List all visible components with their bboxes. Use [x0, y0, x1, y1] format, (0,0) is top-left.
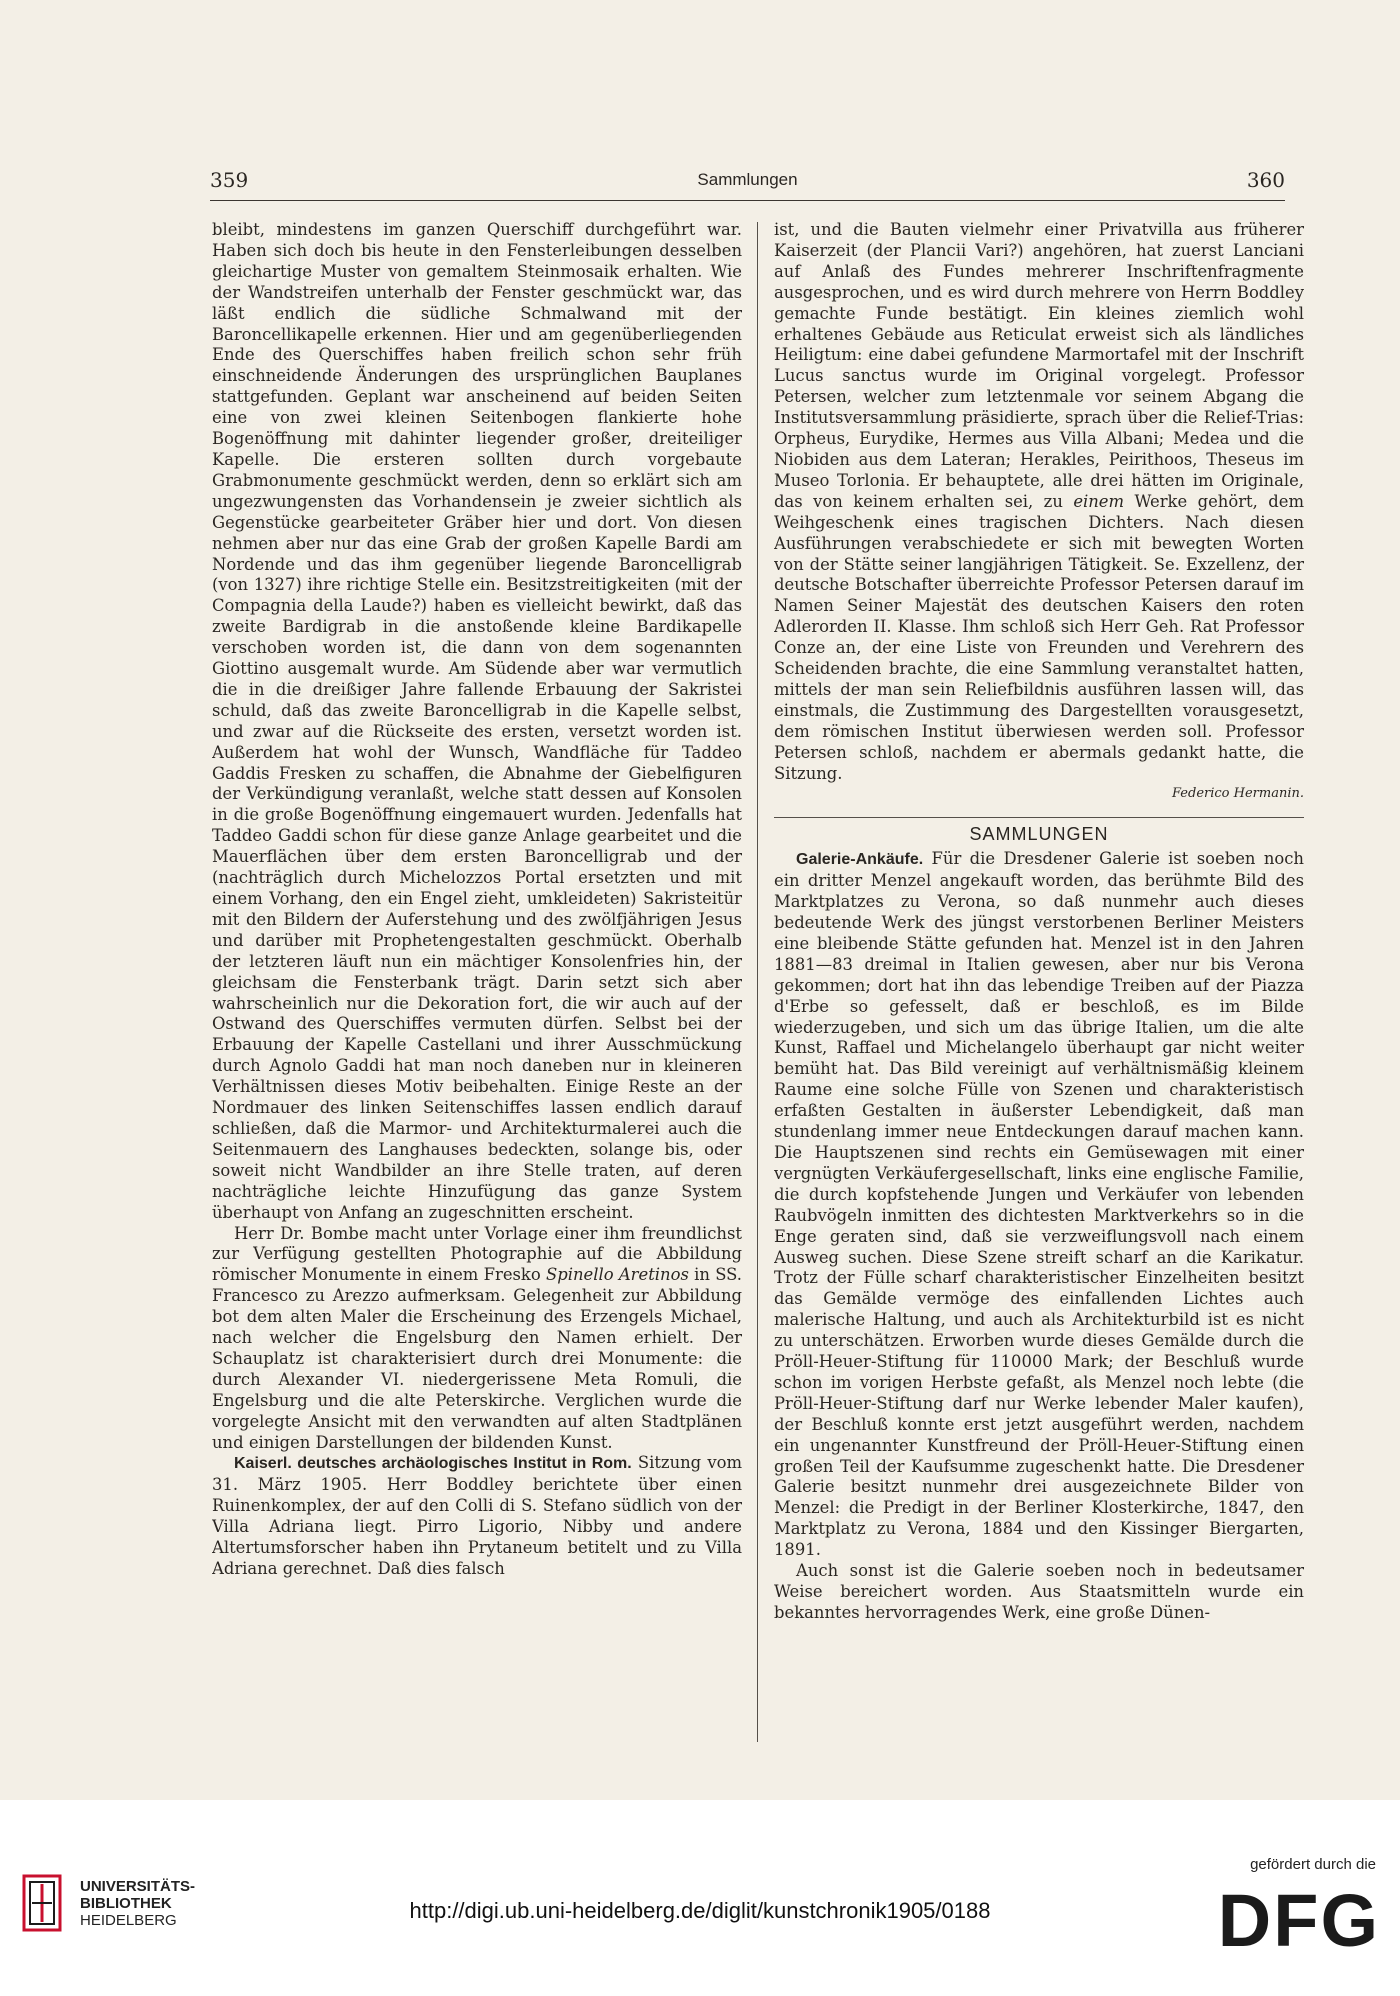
paragraph	[774, 220, 1304, 784]
section-title: SAMMLUNGEN	[774, 817, 1304, 845]
italic-run: Spinello Aretinos	[546, 1265, 689, 1285]
text-run: in SS. Francesco zu Arezzo aufmerksam. Gelegenheit zur Abbildung bot dem alten Maler die Erscheinung des Erzengels Michael, nach welcher die Engelsburg den Namen erhielt. Der Schauplatz ist charakterisiert durch drei Monumente: die durch Alexander VI. niedergerissene Meta Romuli, die Engelsburg und die alte Peterskirche. Verglichen wurde die vorgelegte Ansicht mit den verwandten auf alten Stadtplänen und einigen Darstellungen der bildenden Kunst.	[212, 1265, 742, 1452]
paragraph	[774, 849, 1304, 1561]
section-heading: Kaiserl. deutsches archäologisches Institut in Rom.	[234, 1455, 632, 1473]
funding-caption: gefördert durch die	[1250, 1856, 1376, 1873]
paragraph: Auch sonst ist die Galerie soeben noch in bedeutsamer Weise bereichert worden. Aus Staatsmitteln wurde ein bekanntes hervorragendes Werk, eine große Dünen-	[774, 1561, 1304, 1622]
paragraph	[212, 1224, 742, 1454]
signature: Federico Hermanin.	[1172, 786, 1304, 802]
page-header	[210, 160, 1285, 201]
running-title: Sammlungen	[697, 170, 798, 189]
right-column	[774, 220, 1304, 1775]
source-url-link[interactable]: http://digi.ub.uni-heidelberg.de/diglit/kunstchronik1905/0188	[409, 1898, 991, 1923]
text-run: Für die Dresdener Galerie ist soeben noch ein dritter Menzel angekauft worden, das berühmte Bild des Marktplatzes zu Verona, so daß nunmehr auch dieses bedeutende Werk des jüngst verstorbenen Berliner Meisters eine bleibende Stätte gefunden hat. Menzel ist in den Jahren 1881—83 dreimal in Italien gewesen, aber nur bis Verona gekommen; dort hat ihn das lebendige Treiben auf der Piazza d'Erbe so gefesselt, daß er beschloß, es im Bilde wiederzugeben, und sich um das übrige Italien, um die alte Kunst, Raffael und Michelangelo überhaupt gar nicht weiter bemüht hat. Das Bild vereinigt auf verhältnismäßig kleinem Raume eine solche Fülle von Szenen und charakteristisch erfaßten Gestalten in äußerster Lebendigkeit, daß man stundenlang immer neue Entdeckungen darauf machen kann. Die Hauptszenen sind rechts ein Gemüsewagen mit einer vergnügten Verkäufergesellschaft, links eine englische Familie, die durch kopfstehende Jungen und Verkäufer von lebenden Raubvögeln inmitten des dichtesten Marktverkehrs so in die Enge geraten sind, daß sie verzweiflungsvoll nach einem Ausweg suchen. Diese Szene streift scharf an die Karikatur. Trotz der Fülle scharf charakteristischer Einzelheiten besitzt das Gemälde vermöge des einfallenden Lichtes auch malerische Haltung, und auch als Architekturbild ist es nicht zu unterschätzen. Erworben wurde dieses Gemälde durch die Pröll-Heuer-Stiftung für 110000 Mark; der Beschluß wurde schon im vorigen Herbste gefaßt, als Menzel noch lebte (die Pröll-Heuer-Stiftung darf nur Werke lebender Maler kaufen), der Beschluß konnte erst jetzt ausgeführt werden, nachdem ein ungenannter Kunstfreund der Pröll-Heuer-Stiftung einen großen Teil der Kaufsumme zugeschenkt hatte. Die Dresdener Galerie besitzt nunmehr drei ausgezeichnete Bilder von Menzel: die Predigt in der Berliner Klosterkirche, 1847, den Marktplatz zu Verona, 1884 und den Kissinger Biergarten, 1891.	[774, 849, 1304, 1560]
left-column	[212, 220, 742, 1775]
text-run: Werke gehört, dem Weihgeschenk eines tragischen Dichters. Nach diesen Ausführungen verabschiedete er sich mit bewegten Worten von der Stätte seiner langjährigen Tätigkeit. Se. Exzellenz, der deutsche Botschafter überreichte Professor Petersen darauf im Namen Seiner Majestät des deutschen Kaisers den roten Adlerorden II. Klasse. Ihm schloß sich Herr Geh. Rat Professor Conze an, der eine Liste von Freunden und Verehrern des Scheidenden brachte, die eine Sammlung veranstaltet hatten, mittels der man sein Reliefbildnis ausführen lassen will, das einstmals, die Zustimmung des Dargestellten vorausgesetzt, dem römischen Institut überwiesen werden soll. Professor Petersen schloß, nachdem er abermals gedankt hatte, die Sitzung.	[774, 491, 1304, 783]
dfg-logo: DFG	[1217, 1879, 1380, 1962]
library-name-line: UNIVERSITÄTS-	[80, 1878, 196, 1895]
text-run: Sitzung vom 31. März 1905. Herr Boddley berichtete über einen Ruinenkomplex, der auf den Colli di S. Stefano südlich von der Villa Adriana liegt. Pirro Ligorio, Nibby und andere Altertumsforscher haben ihn Prytaneum betitelt und zu Villa Adriana gerechnet. Daß dies falsch	[212, 1453, 742, 1578]
page-number-right: 360	[1246, 168, 1285, 192]
library-name-line: BIBLIOTHEK	[80, 1895, 172, 1912]
paragraph	[212, 1453, 742, 1579]
footer-bar	[0, 1800, 1400, 1996]
italic-run: einem	[1073, 491, 1125, 511]
text-run: Herr Dr. Bombe macht unter Vorlage einer ihm freundlichst zur Verfügung gestellten Photographie auf die Abbildung römischer Monumente in einem Fresko	[212, 1223, 742, 1285]
section-heading: Galerie-Ankäufe.	[796, 851, 924, 869]
library-name-line: HEIDELBERG	[80, 1912, 177, 1929]
page-number-left: 359	[210, 168, 249, 192]
text-run: ist, und die Bauten vielmehr einer Privatvilla aus früherer Kaiserzeit (der Plancii Vari?) angehören, hat zuerst Lanciani auf Anlaß des Fundes mehrerer Inschriftenfragmente ausgesprochen, und es wird durch mehrere von Herrn Boddley gemachte Funde bestätigt. Ein kleines ziemlich wohl erhaltenes Gebäude aus Reticulat erweist sich als ländliches Heiligtum: eine dabei gefundene Marmortafel mit der Inschrift Lucus sanctus wurde im Original vorgelegt. Professor Petersen, welcher zum letztenmale vor seinem Abgang die Institutsversammlung präsidierte, sprach über die Relief-Trias: Orpheus, Eurydike, Hermes aus Villa Albani; Medea und die Niobiden aus dem Lateran; Herakles, Peirithoos, Theseus im Museo Torlonia. Er behauptete, alle drei hätten im Originale, das von keinem erhalten sei, zu	[774, 220, 1304, 511]
paragraph: bleibt, mindestens im ganzen Querschiff durchgeführt war. Haben sich doch bis heute in den Fensterleibungen desselben gleichartige Muster von gemaltem Steinmosaik erhalten. Wie der Wandstreifen unterhalb der Fenster geschmückt war, das läßt endlich die südliche Schmalwand mit der Baroncellikapelle erkennen. Hier und am gegenüberliegenden Ende des Querschiffes haben freilich schon sehr früh einschneidende Änderungen des ursprünglichen Bauplanes stattgefunden. Geplant war anscheinend auf beiden Seiten eine von zwei kleinen Seitenbogen flankierte hohe Bogenöffnung mit dahinter liegender großer, dreiteiliger Kapelle. Die ersteren sollten durch vorgebaute Grabmonumente geschmückt werden, denn so erklärt sich am ungezwungensten das Vorhandensein je zweier sichtlich als Gegenstücke gearbeiteter Gräber hier und dort. Von diesen nehmen aber nur das eine Grab der großen Kapelle Bardi am Nordende und das ihm gegenüber liegende Baroncelligrab (von 1327) ihre richtige Stelle ein. Besitzstreitigkeiten (mit der Compagnia della Laude?) haben es vielleicht bewirkt, daß das zweite Bardigrab in die anstoßende kleine Bardikapelle verschoben worden ist, die dann von dem sogenannten Giottino ausgemalt wurde. Am Südende aber war vermutlich die in die dreißiger Jahre fallende Erbauung der Sakristei schuld, daß das zweite Baroncelligrab in die Kapelle selbst, und zwar auf die Rückseite des ersten, versetzt worden ist. Außerdem hat wohl der Wunsch, Wandfläche für Taddeo Gaddis Fresken zu schaffen, die Abnahme der Giebelfiguren der Verkündigung veranlaßt, welche statt dessen auf Konsolen in die große Bogenöffnung eingemauert wurden. Jedenfalls hat Taddeo Gaddi schon für diese ganze Anlage gearbeitet und die Mauerflächen über dem ersten Baroncelligrab und der (nachträglich durch Michelozzos Portal ersetzten und mit einem Vorhang, den ein Engel zieht, umkleideten) Sakristeitür mit den Bildern der Auferstehung und des zwölfjährigen Jesus und darüber mit Prophetengestalten geschmückt. Oberhalb der letzteren läuft nun ein mächtiger Konsolenfries hin, der gleichsam die Fensterbank trägt. Darin setzt sich aber wahrscheinlich nur die Dekoration fort, die wir auch auf der Ostwand des Querschiffes vermuten dürfen. Selbst bei der Erbauung der Kapelle Castellani und ihrer Ausschmückung durch Agnolo Gaddi hat man noch daneben nur in kleineren Verhältnissen dieses Motiv beibehalten. Einige Reste an der Nordmauer des linken Seitenschiffes lassen endlich darauf schließen, daß die Marmor- und Architekturmalerei auch die Seitenmauern des Langhauses bedeckten, solange bis, oder soweit nicht Wandbilder an ihre Stelle traten, auf deren nachträgliche leichte Hinzufügung das ganze System überhaupt von Anfang an zugeschnitten erscheint.	[212, 220, 742, 1222]
column-divider	[757, 222, 758, 1742]
